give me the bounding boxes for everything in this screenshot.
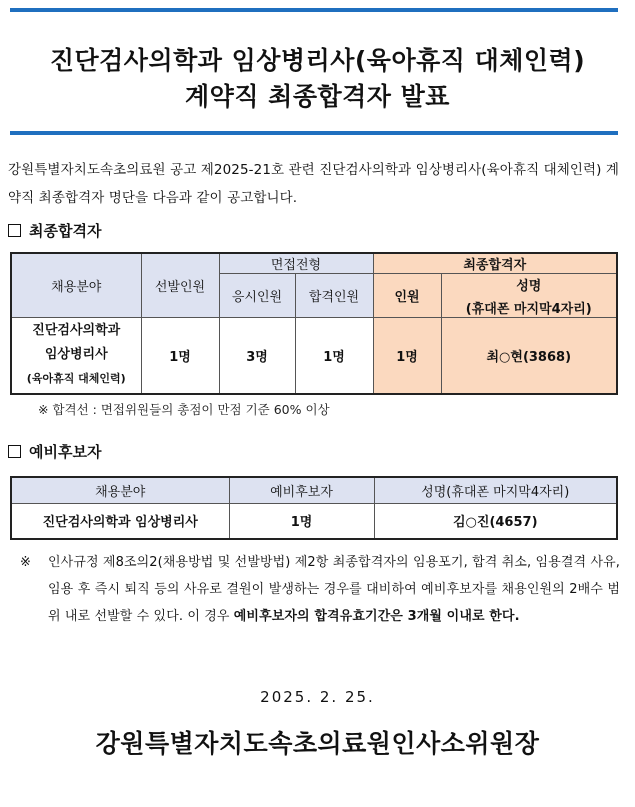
cell-applicants: 3명 [219,318,295,394]
header-reserve-field: 채용분야 [11,477,229,503]
cell-final-name: 최○현(3868) [441,318,617,394]
cell-field [11,318,141,394]
header-name-line1: 성명 [516,278,542,294]
header-interview: 면접전형 [219,253,373,274]
reserve-table [10,476,618,540]
section-reserve-title: 예비후보자 [29,443,102,461]
issuing-organization: 강원특별자치도속초의료원인사소위원장 [95,729,540,758]
header-applicants: 응시인원 [219,274,295,318]
reference-mark: ※ [20,555,31,570]
header-final-count: 인원 [373,274,441,318]
cell-field-line1: 진단검사의학과 [32,323,121,339]
checkbox-square-icon [8,445,21,458]
section-final-title: 최종합격자 [29,222,102,240]
intro-paragraph: 강원특별자치도속초의료원 공고 제2025-21호 관련 진단검사의학과 임상병리사(육아휴직 대체인력) 계약직 최종합격자 명단을 다음과 같이 공고합니다. [8,162,620,206]
header-reserve-count: 예비후보자 [229,477,374,503]
cell-field-line3: (육아휴직 대체인력) [26,372,126,386]
checkbox-square-icon [8,224,21,237]
pass-line-note: ※ 합격선 : 면접위원들의 총점이 만점 기준 60% 이상 [38,402,330,417]
page-title-line2: 계약직 최종합격자 발표 [185,82,450,111]
header-field: 채용분야 [11,253,141,318]
header-final: 최종합격자 [373,253,617,274]
section-final-heading [8,220,101,241]
reserve-note-bold: 예비후보자의 합격유효기간은 3개월 이내로 한다. [233,609,520,624]
announcement-date: 2025. 2. 25. [260,688,375,706]
section-reserve-heading [8,441,101,462]
header-name-line2: (휴대폰 마지막4자리) [465,301,592,317]
header-selection-count: 선발인원 [141,253,219,318]
top-rule [10,8,618,12]
header-reserve-name: 성명(휴대폰 마지막4자리) [374,477,617,503]
cell-field-line2: 임상병리사 [44,347,108,363]
table-row [11,318,617,394]
header-passed: 합격인원 [295,274,373,318]
reserve-note-text: 인사규정 제8조의2(채용방법 및 선발방법) 제2항 최종합격자의 임용포기, 합격 취소, 임용결격 사유, 임용 후 즉시 퇴직 등의 사유로 결원이 발생하는 경우를 대비하여 예비후보자를 채용인원의 2배수 범위 내로 선발할 수 있다. 이 경우 [48,555,620,624]
final-passers-table [10,252,618,395]
cell-reserve-count: 1명 [229,503,374,539]
cell-reserve-field: 진단검사의학과 임상병리사 [11,503,229,539]
title-bottom-rule [10,131,618,135]
table-row [11,503,617,539]
page-title-line1: 진단검사의학과 임상병리사(육아휴직 대체인력) [49,46,586,75]
cell-selection-count: 1명 [141,318,219,394]
reserve-note-body [48,549,620,630]
reserve-note [20,549,620,630]
cell-final-count: 1명 [373,318,441,394]
header-name [441,274,617,318]
cell-passed: 1명 [295,318,373,394]
cell-reserve-name: 김○진(4657) [374,503,617,539]
